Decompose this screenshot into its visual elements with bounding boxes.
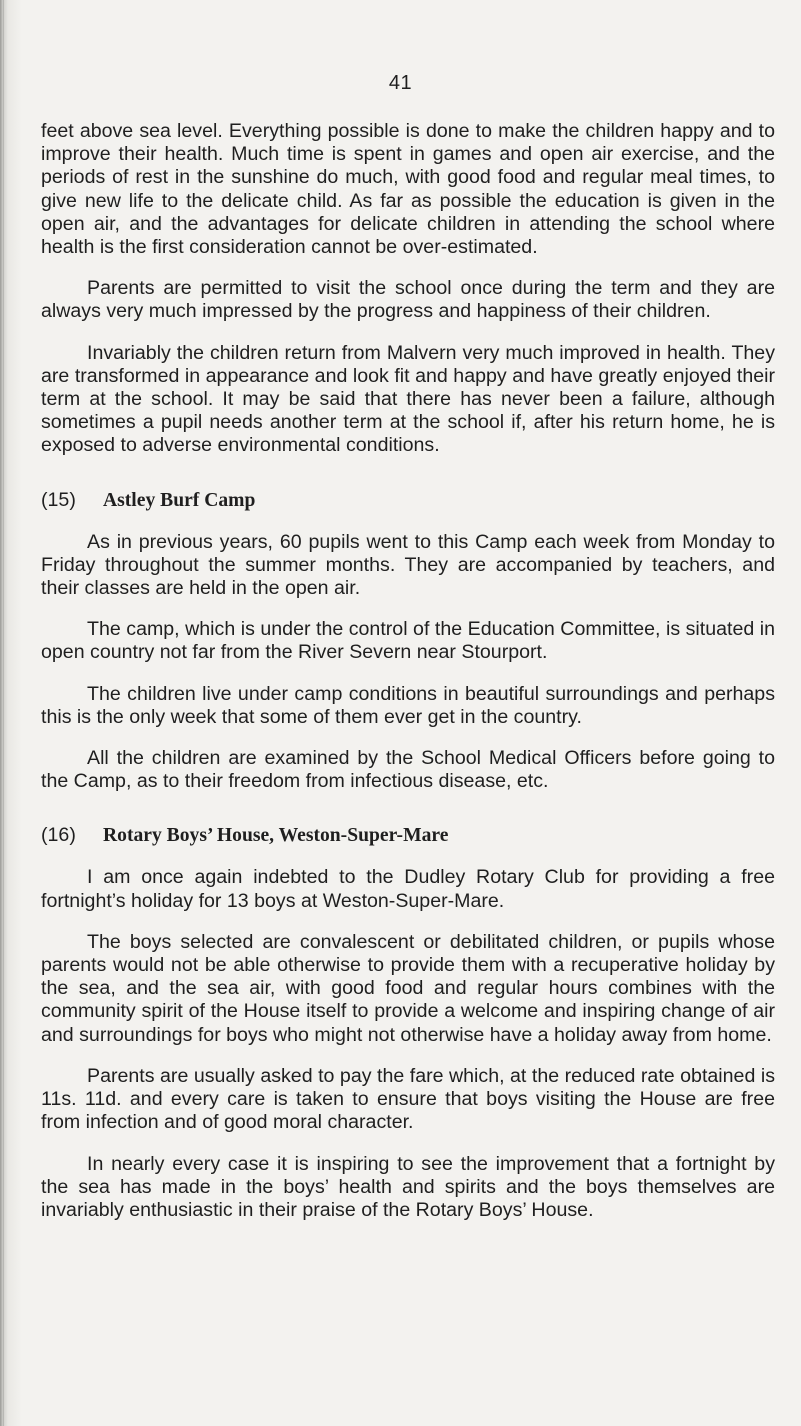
section-15-paragraph-3: The children live under camp conditions in beautiful surroundings and perhaps this is the only week that some of them ever get in the country. — [41, 682, 775, 728]
section-16-title: Rotary Boys’ House, Weston-Super-Mare — [103, 825, 449, 847]
section-16-paragraph-1: I am once again indebted to the Dudley Rotary Club for providing a free fortnight’s holiday for 13 boys at Weston-Super-Mare. — [41, 866, 775, 912]
section-16-heading — [41, 823, 775, 848]
page-number: 41 — [388, 72, 413, 94]
body-text — [41, 120, 775, 1222]
intro-paragraph-3: Invariably the children return from Malvern very much improved in health. They are transformed in appearance and look fit and happy and have greatly enjoyed their term at the school. It may be said that there has never been a failure, although sometimes a pupil needs another term at the school if, after his return home, he is exposed to adverse environmental conditions. — [41, 341, 775, 457]
intro-paragraph-2: Parents are permitted to visit the school once during the term and they are always very much impressed by the progress and happiness of their children. — [41, 277, 775, 323]
section-15-paragraph-4: All the children are examined by the School Medical Officers before going to the Camp, as to their freedom from infectious disease, etc. — [41, 747, 775, 793]
section-16-number: (16) — [41, 824, 76, 847]
section-15-heading — [41, 488, 775, 513]
section-16-paragraph-4: In nearly every case it is inspiring to see the improvement that a fortnight by the sea has made in the boys’ health and spirits and the boys themselves are invariably enthusiastic in their praise of the Rotary Boys’ House. — [41, 1152, 775, 1221]
section-15-paragraph-1: As in previous years, 60 pupils went to this Camp each week from Monday to Friday throughout the summer months. They are accompanied by teachers, and their classes are held in the open air. — [41, 530, 775, 600]
binding-line — [3, 0, 4, 1426]
section-15-number: (15) — [41, 488, 76, 511]
section-16-paragraph-3: Parents are usually asked to pay the fare which, at the reduced rate obtained is 11s. 11d. and every care is taken to ensure that boys visiting the House are free from infection and of good moral character. — [41, 1064, 775, 1134]
section-16-paragraph-2: The boys selected are convalescent or debilitated children, or pupils whose parents would not be able otherwise to provide them with a recuperative holiday by the sea, and the sea air, with good food and regular hours combines with the community spirit of the House itself to provide a welcome and inspiring change of air and surroundings for boys who might not otherwise have a holiday away from home. — [41, 930, 775, 1046]
section-15-title: Astley Burf Camp — [103, 489, 256, 511]
intro-paragraph-1: feet above sea level. Everything possible is done to make the children happy and to improve their health. Much time is spent in games and open air exercise, and the periods of rest in the sunshine do much, with good food and regular meal times, to give new life to the delicate child. As far as possible the education is given in the open air, and the advantages for delicate children in attending the school where health is the first consideration cannot be over-estimated. — [41, 120, 775, 259]
section-15-paragraph-2: The camp, which is under the control of the Education Committee, is situated in open country not far from the River Severn near Stourport. — [41, 618, 775, 664]
